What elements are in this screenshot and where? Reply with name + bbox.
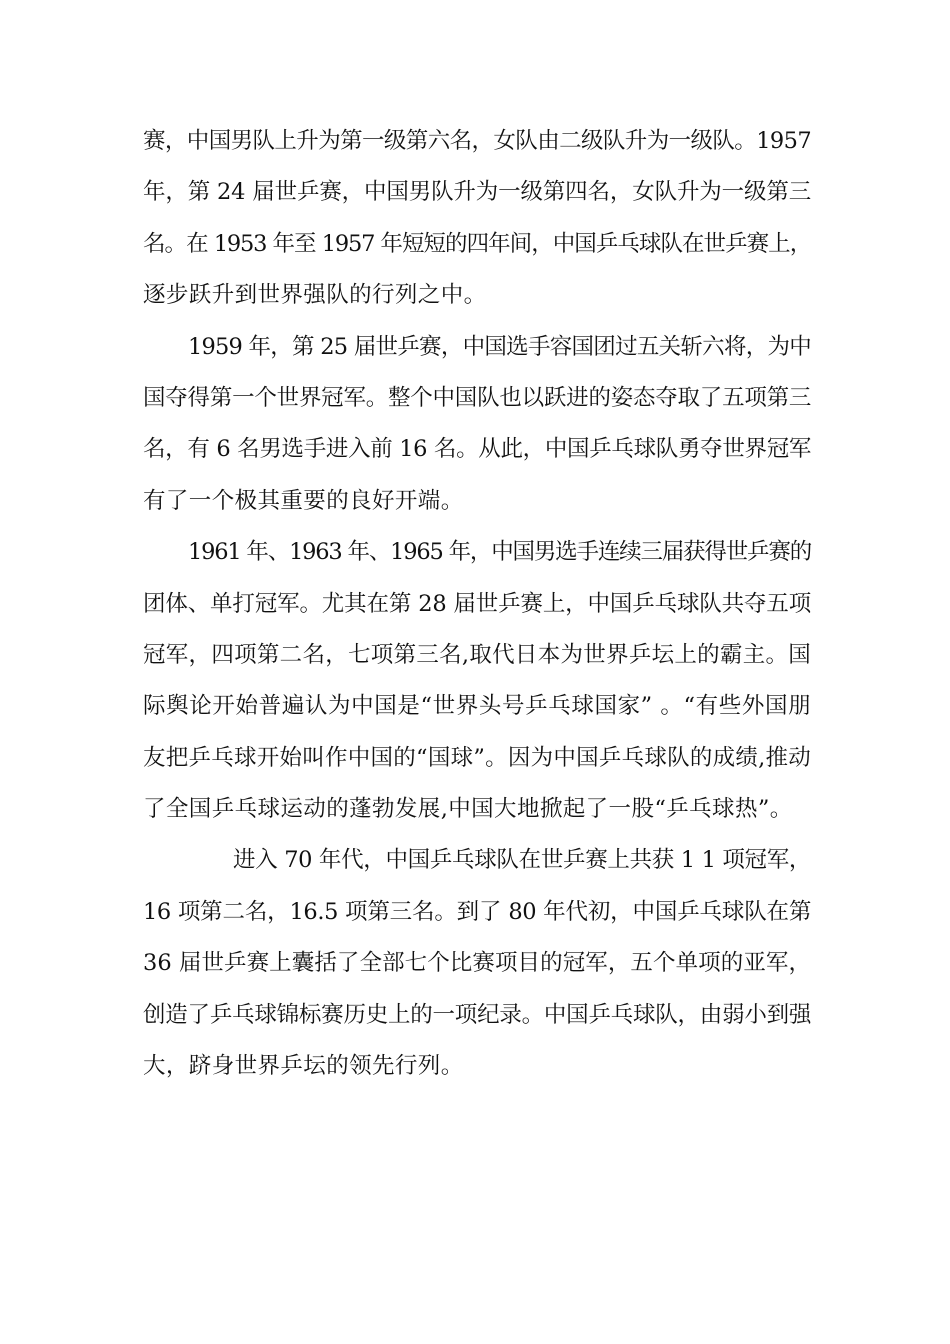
paragraph-3 bbox=[143, 527, 811, 835]
document-body bbox=[143, 116, 811, 1092]
paragraph-line: 国夺得第一个世界冠军。整个中国队也以跃进的姿态夺取了五项第三 bbox=[143, 384, 811, 411]
paragraph-line: 16 项第二名，16.5 项第三名。到了 80 年代初，中国乒乓球队在第 bbox=[143, 898, 811, 925]
paragraph-line: 创造了乒乓球锦标赛历史上的一项纪录。中国乒乓球队，由弱小到强 bbox=[143, 1001, 811, 1028]
paragraph-line: 冠军，四项第二名，七项第三名,取代日本为世界乒坛上的霸主。国 bbox=[143, 641, 811, 668]
paragraph-line: 1959 年，第 25 届世乒赛，中国选手容国团过五关斩六将，为中 bbox=[188, 333, 811, 360]
paragraph-1 bbox=[143, 116, 811, 322]
paragraph-line: 有了一个极其重要的良好开端。 bbox=[143, 487, 464, 514]
paragraph-line: 逐步跃升到世界强队的行列之中。 bbox=[143, 282, 487, 309]
paragraph-line: 36 届世乒赛上囊括了全部七个比赛项目的冠军，五个单项的亚军， bbox=[143, 950, 811, 977]
paragraph-line: 团体、单打冠军。尤其在第 28 届世乒赛上，中国乒乓球队共夺五项 bbox=[143, 590, 811, 617]
paragraph-line: 赛，中国男队上升为第一级第六名，女队由二级队升为一级队。1957 bbox=[143, 128, 812, 154]
paragraph-line: 了全国乒乓球运动的蓬勃发展,中国大地掀起了一股“乒乓球热”。 bbox=[143, 796, 793, 823]
paragraph-line: 际舆论开始普遍认为中国是“世界头号乒乓球国家” 。“有些外国朋 bbox=[143, 693, 811, 720]
paragraph-line: 大，跻身世界乒坛的领先行列。 bbox=[143, 1053, 464, 1080]
paragraph-2 bbox=[143, 322, 811, 528]
paragraph-line: 进入 70 年代，中国乒乓球队在世乒赛上共获 1 1 项冠军， bbox=[233, 847, 811, 874]
paragraph-4 bbox=[143, 835, 811, 1092]
paragraph-line: 1961 年、1963 年、1965 年，中国男选手连续三届获得世乒赛的 bbox=[188, 539, 811, 566]
paragraph-line: 名。在 1953 年至 1957 年短短的四年间，中国乒乓球队在世乒赛上， bbox=[143, 230, 811, 257]
paragraph-line: 年，第 24 届世乒赛，中国男队升为一级第四名，女队升为一级第三 bbox=[143, 179, 811, 206]
paragraph-line: 友把乒乓球开始叫作中国的“国球”。因为中国乒乓球队的成绩,推动 bbox=[143, 744, 811, 771]
paragraph-line: 名，有 6 名男选手进入前 16 名。从此，中国乒乓球队勇夺世界冠军 bbox=[143, 436, 811, 463]
